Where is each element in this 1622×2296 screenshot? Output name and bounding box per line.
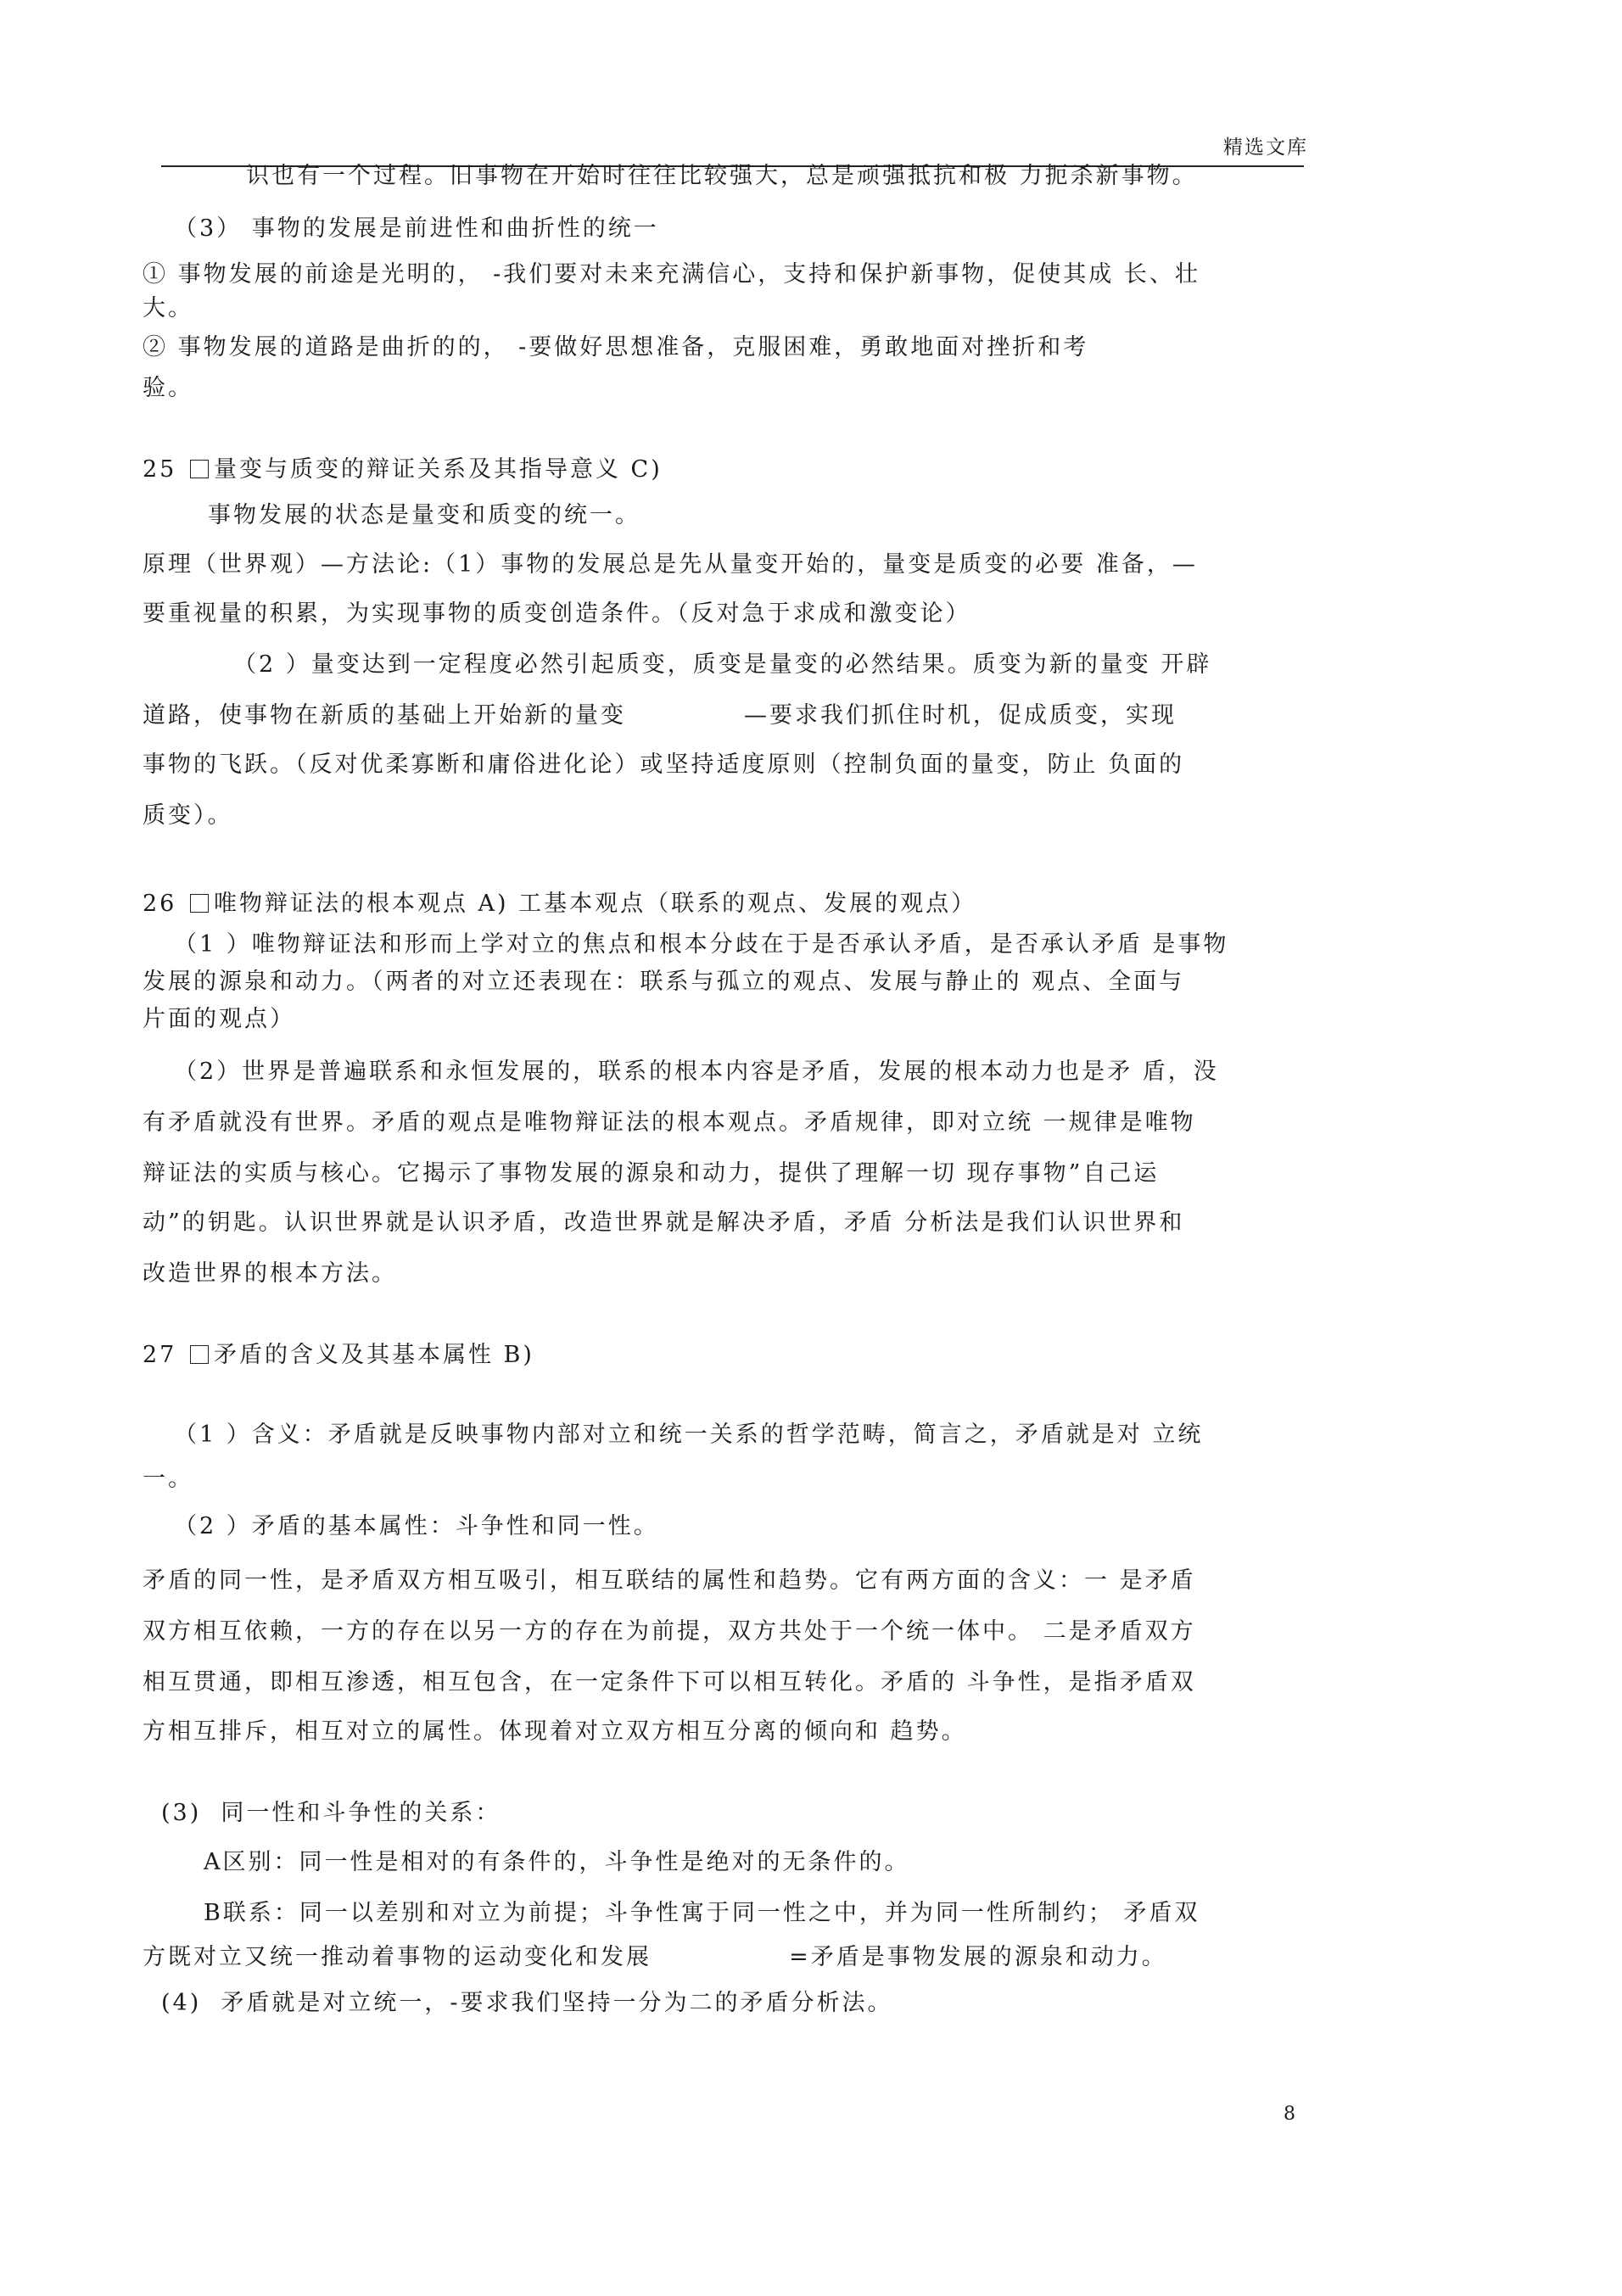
text-line: （3） 事物的发展是前进性和曲折性的统一 [174, 215, 659, 242]
text-line: 大。 [143, 295, 193, 321]
text-line: 方相互排斥，相互对立的属性。体现着对立双方相互分离的倾向和 趋势。 [143, 1718, 967, 1745]
text-line: 一。 [143, 1466, 193, 1492]
text-line: B联系：同一以差别和对立为前提；斗争性寓于同一性之中，并为同一性所制约； 矛盾双 [204, 1900, 1200, 1926]
header-label: 精选文库 [1223, 137, 1308, 159]
text-line: 辩证法的实质与核心。它揭示了事物发展的源泉和动力，提供了理解一切 现存事物”自己运 [143, 1160, 1160, 1187]
section-title: 矛盾的含义及其基本属性 B) [213, 1342, 534, 1368]
section-heading-27 [143, 1340, 534, 1371]
text-line: 相互贯通，即相互渗透，相互包含，在一定条件下可以相互转化。矛盾的 斗争性，是指矛盾双 [143, 1669, 1196, 1695]
text-line: 事物发展的状态是量变和质变的统一。 [208, 502, 640, 528]
section-number: 27 [143, 1342, 177, 1368]
text-line: ② 事物发展的道路是曲折的的， -要做好思想准备，克服困难，勇敢地面对挫折和考 [143, 334, 1089, 360]
text-line: 动”的钥匙。认识世界就是认识矛盾，改造世界就是解决矛盾，矛盾 分析法是我们认识世界和 [143, 1209, 1185, 1236]
text-line: A区别：同一性是相对的有条件的，斗争性是绝对的无条件的。 [204, 1849, 910, 1875]
text-line: 矛盾的同一性，是矛盾双方相互吸引，相互联结的属性和趋势。它有两方面的含义：一 是矛盾 [143, 1567, 1196, 1594]
section-heading-25 [143, 455, 663, 485]
text-line: 改造世界的根本方法。 [143, 1260, 397, 1287]
section-title: 量变与质变的辩证关系及其指导意义 C) [213, 456, 663, 483]
text-line: ① 事物发展的前途是光明的， -我们要对未来充满信心，支持和保护新事物，促使其成 长、壮 [143, 261, 1200, 288]
section-number: 25 [143, 456, 177, 483]
section-title: 唯物辩证法的根本观点 A) 工基本观点（联系的观点、发展的观点） [213, 891, 977, 917]
text-line: 事物的飞跃。（反对优柔寡断和庸俗进化论）或坚持适度原则（控制负面的量变，防止 负面的 [143, 751, 1185, 778]
text-line: (3) 同一性和斗争性的关系： [161, 1800, 501, 1826]
checkbox-icon [190, 460, 209, 478]
checkbox-icon [190, 894, 209, 913]
text-line: 片面的观点） [143, 1006, 295, 1032]
text-line: （1 ）含义：矛盾就是反映事物内部对立和统一关系的哲学范畴，简言之，矛盾就是对 立统 [174, 1422, 1204, 1448]
text-line: 要重视量的积累，为实现事物的质变创造条件。（反对急于求成和激变论） [143, 601, 971, 627]
text-line: 验。 [143, 375, 193, 401]
text-line: （2 ）矛盾的基本属性：斗争性和同一性。 [174, 1513, 659, 1539]
text-line: (4) 矛盾就是对立统一，-要求我们坚持一分为二的矛盾分析法。 [161, 1990, 893, 2016]
text-line: 方既对立又统一推动着事物的运动变化和发展 =矛盾是事物发展的源泉和动力。 [143, 1944, 1167, 1970]
checkbox-icon [190, 1345, 209, 1364]
text-line: （2 ）量变达到一定程度必然引起质变，质变是量变的必然结果。质变为新的量变 开辟 [233, 651, 1212, 678]
page-number: 8 [1284, 2103, 1295, 2125]
section-heading-26 [143, 889, 976, 919]
text-line: （1 ）唯物辩证法和形而上学对立的焦点和根本分歧在于是否承认矛盾，是否承认矛盾 是事物 [174, 931, 1229, 958]
text-line: 识也有一个过程。旧事物在开始时往往比较强大，总是顽强抵抗和极 力扼杀新事物。 [246, 163, 1198, 189]
text-line: 双方相互依赖，一方的存在以另一方的存在为前提，双方共处于一个统一体中。 二是矛盾双方 [143, 1618, 1196, 1645]
text-line: 质变）。 [143, 802, 233, 829]
text-line: 发展的源泉和动力。（两者的对立还表现在：联系与孤立的观点、发展与静止的 观点、全面与 [143, 969, 1185, 995]
text-line: 有矛盾就没有世界。矛盾的观点是唯物辩证法的根本观点。矛盾规律，即对立统 一规律是唯物 [143, 1109, 1196, 1136]
text-line: 原理（世界观）—方法论:（1）事物的发展总是先从量变开始的，量变是质变的必要 准备，— [143, 551, 1198, 578]
section-number: 26 [143, 891, 177, 917]
text-line: （2）世界是普遍联系和永恒发展的，联系的根本内容是矛盾，发展的根本动力也是矛 盾，没 [174, 1059, 1219, 1085]
text-line: 道路，使事物在新质的基础上开始新的量变 —要求我们抓住时机，促成质变，实现 [143, 702, 1177, 729]
